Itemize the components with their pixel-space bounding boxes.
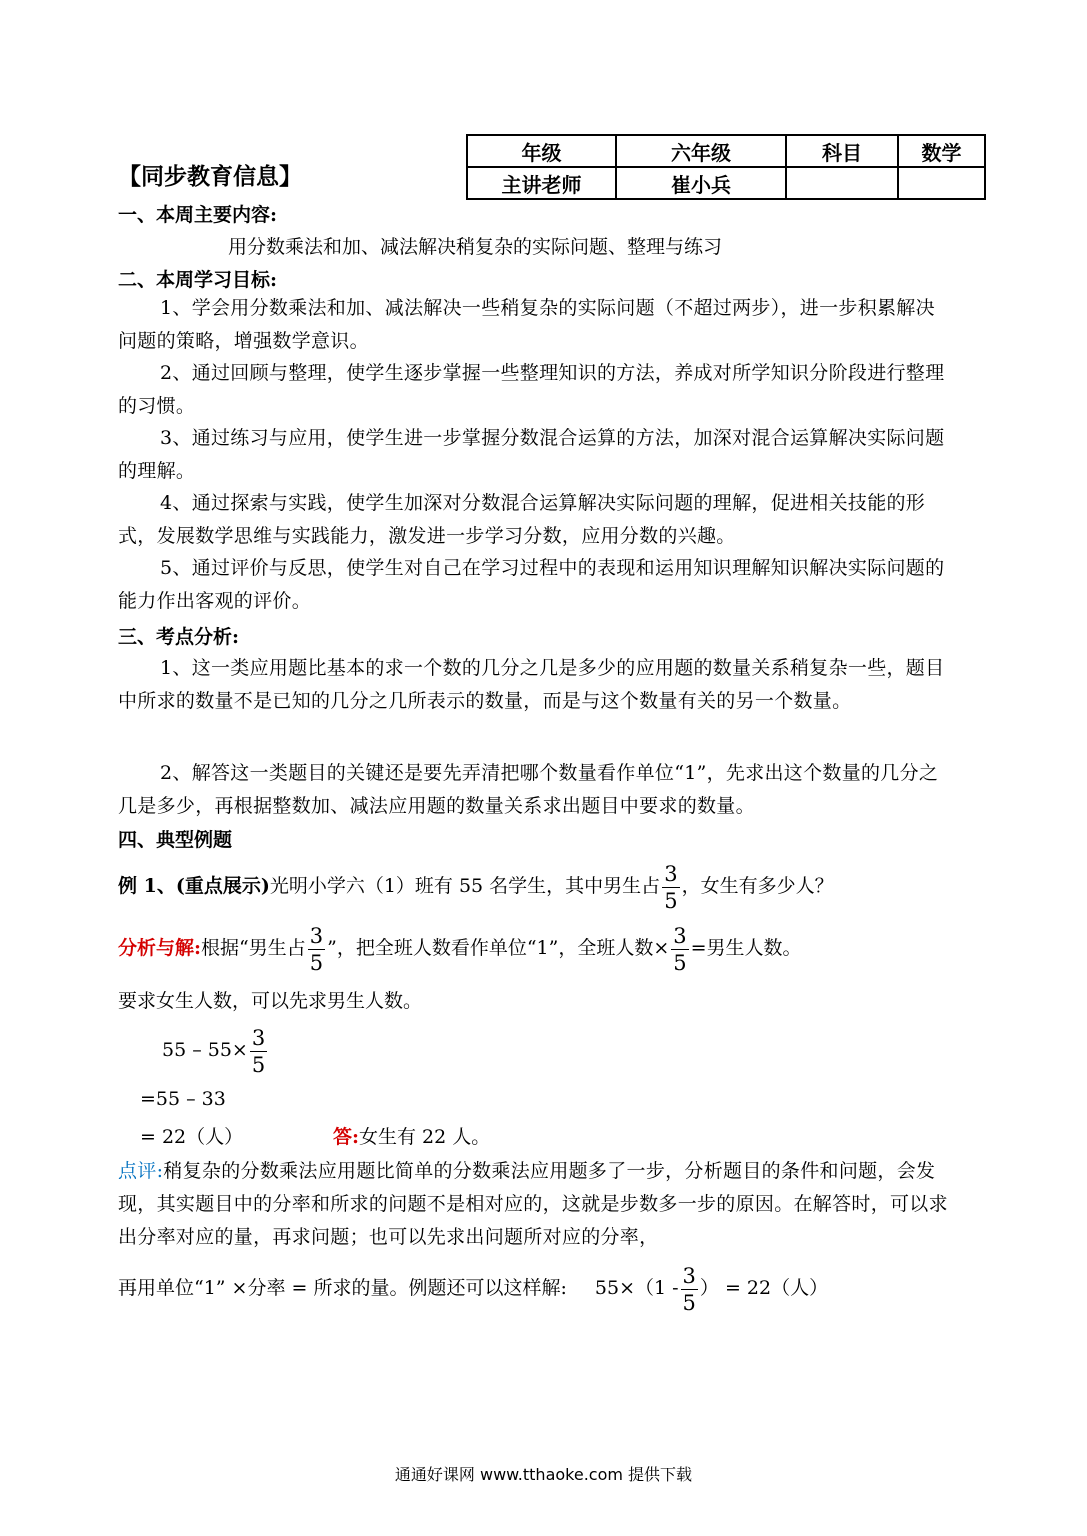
fraction	[250, 1025, 267, 1078]
exam-point-2: 2、解答这一类题目的关键还是要先弄清把哪个数量看作单位“1”，先求出这个数量的几分之几是多少，再根据整数加、减法应用题的数量关系求出题目中要求的数量。	[118, 762, 939, 817]
grade-label: 年级	[467, 135, 616, 167]
fraction-numerator: 3	[673, 923, 687, 948]
comment-last-c: ） = 22（人）	[699, 1277, 829, 1299]
fraction	[681, 1263, 698, 1316]
example-1-tail: ，女生有多少人？	[681, 875, 834, 897]
section-4-title: 四、典型例题	[118, 829, 233, 851]
fraction-numerator: 3	[682, 1263, 696, 1288]
comment-last-line	[118, 1258, 828, 1318]
section-1-content: 用分数乘法和加、减法解决稍复杂的实际问题、整理与练习	[228, 236, 723, 258]
comment	[118, 1155, 948, 1254]
goal-3: 3、通过练习与应用，使学生进一步掌握分数混合运算的方法，加深对混合运算解决实际问题的理解。	[118, 427, 945, 482]
goal-2: 2、通过回顾与整理，使学生逐步掌握一些整理知识的方法，养成对所学知识分阶段进行整理的习惯。	[118, 362, 945, 417]
answer	[333, 1122, 490, 1149]
empty-cell	[898, 167, 985, 199]
fraction	[662, 861, 679, 914]
comment-text: 稍复杂的分数乘法应用题比简单的分数乘法应用题多了一步，分析题目的条件和问题，会发现，其实题目中的分率和所求的问题不是相对应的，这就是步数多一步的原因。在解答时，可以求出分率对应的量，再求问题；也可以先求出问题所对应的分率，	[118, 1160, 948, 1248]
info-table	[466, 134, 986, 200]
subject-label: 科目	[786, 135, 898, 167]
goal-5: 5、通过评价与反思，使学生对自己在学习过程中的表现和运用知识理解知识解决实际问题的能力作出客观的评价。	[118, 557, 945, 612]
answer-text: 女生有 22 人。	[359, 1126, 491, 1148]
analysis-text-1: 根据“男生占	[201, 937, 306, 959]
analysis-text-3: =男生人数。	[690, 937, 802, 959]
empty-cell	[786, 167, 898, 199]
fraction-denominator: 5	[682, 1290, 696, 1315]
exam-point-1: 1、这一类应用题比基本的求一个数的几分之几是多少的应用题的数量关系稍复杂一些，题目中所求的数量不是已知的几分之几所表示的数量，而是与这个数量有关的另一个数量。	[118, 657, 945, 712]
analysis-label: 分析与解:	[118, 937, 202, 959]
goal-1: 1、学会用分数乘法和加、减法解决一些稍复杂的实际问题（不超过两步），进一步积累解决问题的策略，增强数学意识。	[118, 297, 935, 352]
fraction	[671, 923, 688, 976]
analysis-text-2: ”，把全班人数看作单位“1”，全班人数×	[327, 937, 670, 959]
fraction-numerator: 3	[664, 861, 678, 886]
fraction-denominator: 5	[664, 888, 678, 913]
header-title: 【同步教育信息】	[118, 163, 302, 190]
fraction	[308, 923, 325, 976]
comment-last-b: 55×（1 -	[594, 1277, 679, 1299]
fraction-numerator: 3	[309, 923, 324, 948]
example-1-text: 光明小学六（1）班有 55 名学生，其中男生占	[269, 875, 661, 897]
section-3-title: 三、考点分析:	[118, 626, 240, 648]
answer-label: 答:	[333, 1126, 360, 1148]
section-1-title: 一、本周主要内容:	[118, 204, 278, 226]
fraction-denominator: 5	[309, 950, 324, 975]
calc-line-3: = 22（人）	[140, 1126, 244, 1148]
teacher-value: 崔小兵	[616, 167, 786, 199]
analysis	[118, 918, 802, 978]
fraction-numerator: 3	[251, 1025, 266, 1050]
example-1-label: 例 1、(重点展示)	[118, 875, 270, 897]
teacher-label: 主讲老师	[467, 167, 616, 199]
fraction-denominator: 5	[251, 1052, 266, 1077]
calc-expression: 55 – 55×	[162, 1039, 248, 1061]
calc-line-2: =55 – 33	[140, 1088, 226, 1110]
example-1	[118, 856, 834, 916]
calc-line-1	[162, 1020, 269, 1080]
comment-last-a: 再用单位“1” ×分率 = 所求的量。例题还可以这样解:	[118, 1277, 567, 1299]
analysis-line-2: 要求女生人数，可以先求男生人数。	[118, 990, 423, 1012]
footer: 通通好课网 www.tthaoke.com 提供下载	[394, 1465, 693, 1484]
comment-label: 点评:	[118, 1160, 164, 1182]
grade-value: 六年级	[616, 135, 786, 167]
goal-4: 4、通过探索与实践，使学生加深对分数混合运算解决实际问题的理解，促进相关技能的形式，发展数学思维与实践能力，激发进一步学习分数，应用分数的兴趣。	[118, 492, 926, 547]
subject-value: 数学	[898, 135, 985, 167]
fraction-denominator: 5	[673, 950, 687, 975]
section-2-title: 二、本周学习目标:	[118, 269, 278, 291]
